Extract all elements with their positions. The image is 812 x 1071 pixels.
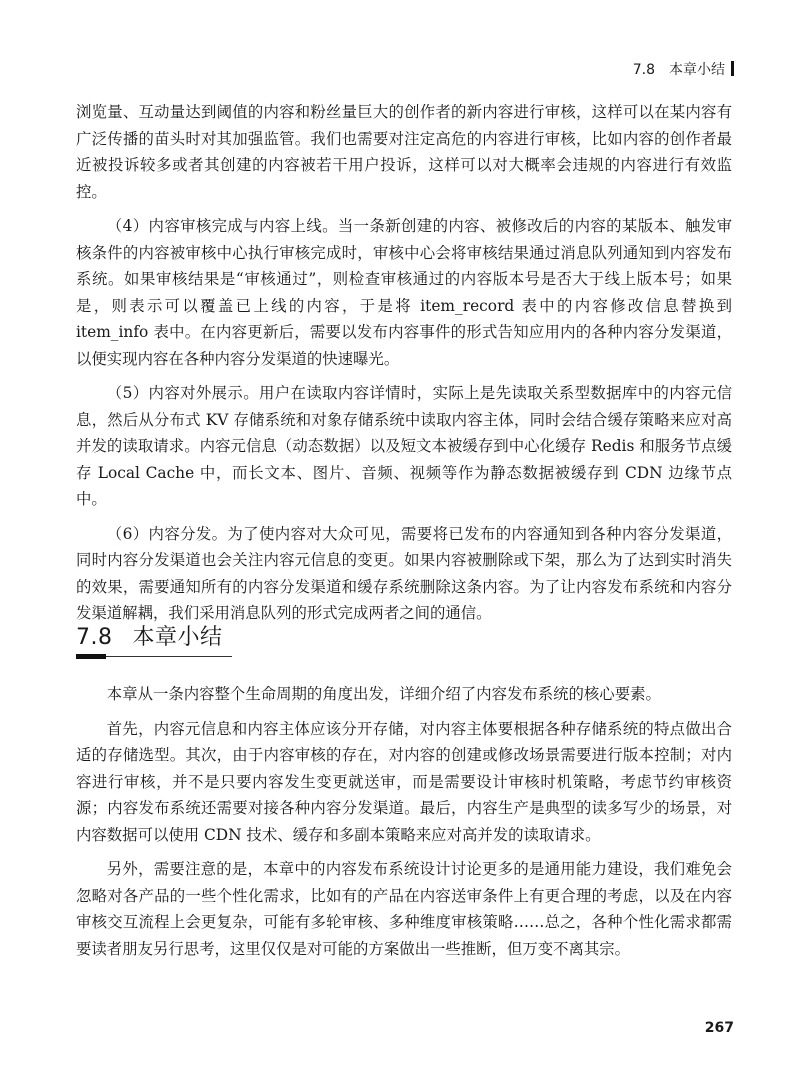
section-number: 7.8 <box>76 625 113 650</box>
body-paragraph-step-6: （6）内容分发。为了使内容对大众可见，需要将已发布的内容通知到各种内容分发渠道，同时内容分发渠道也会关注内容元信息的变更。如果内容被删除或下架，那么为了达到实时消失的效果，需要通知所有的内容分发渠道和缓存系统删除这条内容。为了让内容发布系统和内容分发渠道解耦，我们采用消息队列的形式完成两者之间的通信。 <box>76 524 732 622</box>
section-rule-accent <box>76 654 106 659</box>
body-paragraph-step-4: （4）内容审核完成与内容上线。当一条新创建的内容、被修改后的内容的某版本、触发审核条件的内容被审核中心执行审核完成时，审核中心会将审核结果通过消息队列通知到内容发布系统。如果审核结果是“审核通过”，则检查审核通过的内容版本号是否大于线上版本号；如果是，则表示可以覆盖已上线的内容，于是将 item_record 表中的内容修改信息替换到 item_info 表中。在内容更新后，需要以发布内容事件的形式告知应用内的各种内容分发渠道，以便实现内容在各种内容分发渠道的快速曝光。 <box>76 217 732 368</box>
running-header-section-number: 7.8 <box>632 62 655 78</box>
summary-paragraph-additional: 另外，需要注意的是，本章中的内容发布系统设计讨论更多的是通用能力建设，我们难免会忽略对各产品的一些个性化需求，比如有的产品在内容送审条件上有更合理的考虑，以及在内容审核交互流程上会更复杂，可能有多轮审核、多种维度审核策略……总之，各种个性化需求都需要读者朋友另行思考，这里仅仅是对可能的方案做出一些推断，但万变不离其宗。 <box>76 860 732 958</box>
body-paragraph-continued: 浏览量、互动量达到阈值的内容和粉丝量巨大的创作者的新内容进行审核，这样可以在某内容有广泛传播的苗头时对其加强监管。我们也需要对注定高危的内容进行审核，比如内容的创作者最近被投诉较多或者其创建的内容被若干用户投诉，这样可以对大概率会违规的内容进行有效监控。 <box>76 103 732 201</box>
running-header-section-title: 本章小结 <box>669 62 725 78</box>
page-number: 267 <box>704 1020 734 1036</box>
section-title <box>76 620 236 651</box>
summary-paragraph-intro: 本章从一条内容整个生命周期的角度出发，详细介绍了内容发布系统的核心要素。 <box>106 685 661 703</box>
running-header-bar <box>731 61 734 76</box>
body-paragraph-step-5: （5）内容对外展示。用户在读取内容详情时，实际上是先读取关系型数据库中的内容元信息，然后从分布式 KV 存储系统和对象存储系统中读取内容主体，同时会结合缓存策略来应对高并发的读取请求。内容元信息（动态数据）以及短文本被缓存到中心化缓存 Redis 和服务节点缓存 Local Cache 中，而长文本、图片、音频、视频等作为静态数据被缓存到 CDN 边缘节点中。 <box>76 384 732 508</box>
summary-paragraph-first: 首先，内容元信息和内容主体应该分开存储，对内容主体要根据各种存储系统的特点做出合适的存储选型。其次，由于内容审核的存在，对内容的创建或修改场景需要进行版本控制；对内容进行审核，并不是只要内容发生变更就送审，而是需要设计审核时机策略，考虑节约审核资源；内容发布系统还需要对接各种内容分发渠道。最后，内容生产是典型的读多写少的场景，对内容数据可以使用 CDN 技术、缓存和多副本策略来应对高并发的读取请求。 <box>76 719 732 844</box>
section-heading <box>76 620 236 651</box>
section-title-text: 本章小结 <box>132 625 223 650</box>
summary-text <box>76 681 732 962</box>
body-text <box>76 99 732 627</box>
running-header <box>633 59 734 79</box>
